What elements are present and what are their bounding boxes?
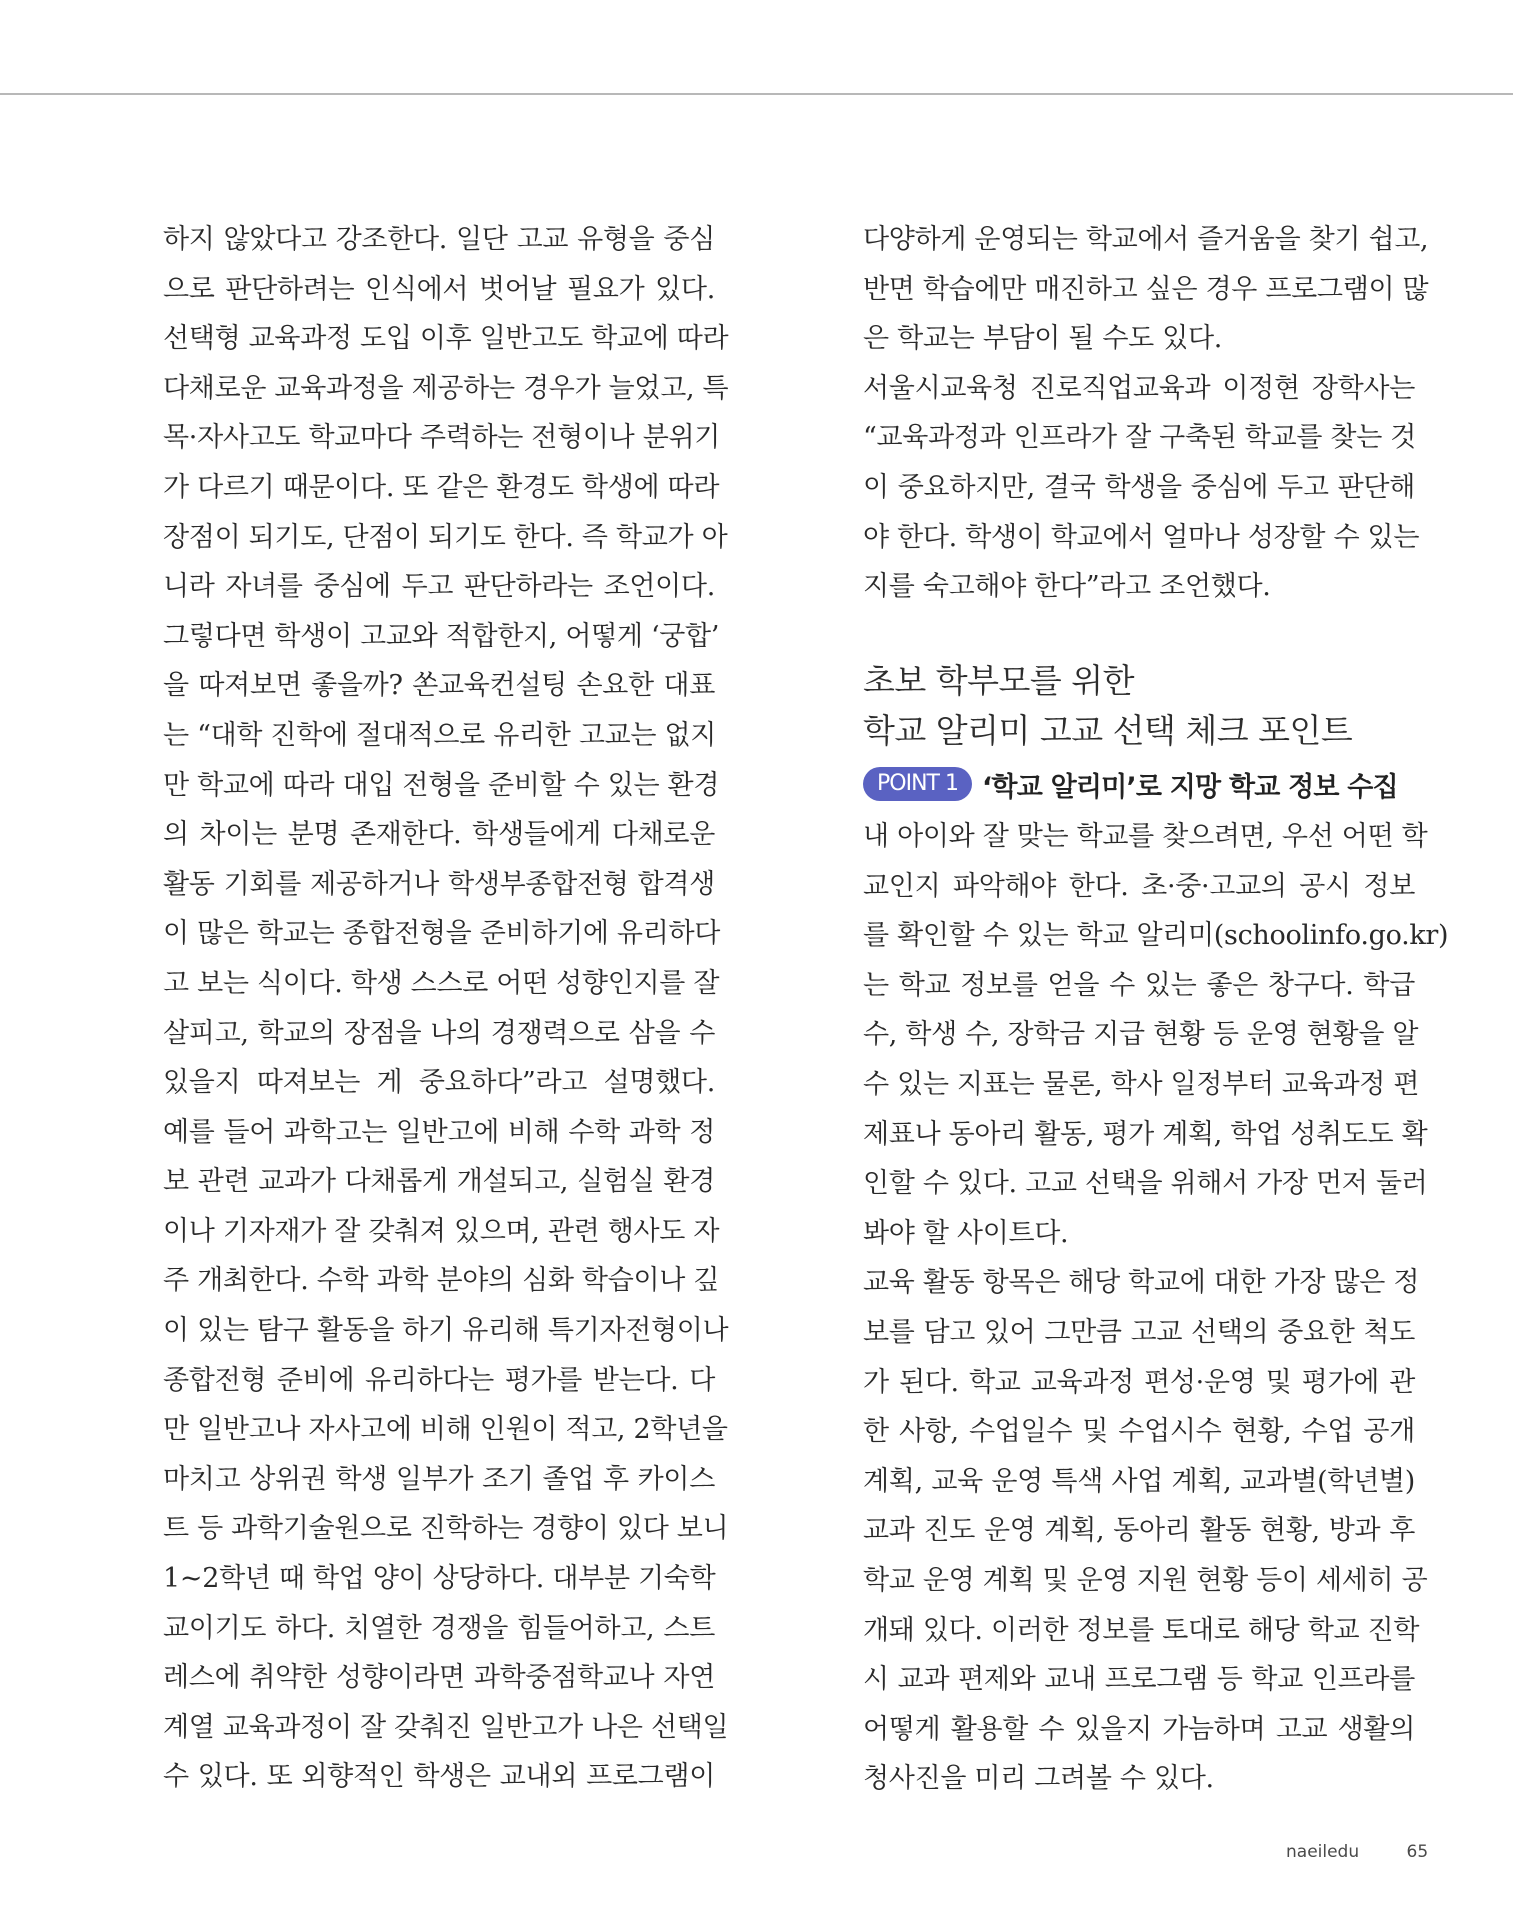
left-column bbox=[163, 215, 729, 1802]
text-line: 수 있는 지표는 물론, 학사 일정부터 교육과정 편 bbox=[863, 1068, 1420, 1100]
text-line: 다양하게 운영되는 학교에서 즐거움을 찾기 쉽고, bbox=[863, 224, 1429, 255]
text-line: 시 교과 편제와 교내 프로그램 등 학교 인프라를 bbox=[863, 1664, 1415, 1696]
section-title-line2: 학교 알리미 고교 선택 체크 포인트 bbox=[863, 711, 1353, 750]
magazine-name: naeiledu bbox=[1286, 1842, 1360, 1862]
text-line: 이 많은 학교는 종합전형을 준비하기에 유리하다 bbox=[163, 918, 721, 950]
text-line: 지를 숙고해야 한다”라고 조언했다. bbox=[863, 571, 1271, 603]
text-line: 야 한다. 학생이 학교에서 얼마나 성장할 수 있는 bbox=[863, 521, 1420, 553]
text-line: 계열 교육과정이 잘 갖춰진 일반고가 나은 선택일 bbox=[163, 1711, 729, 1743]
text-line: 어떻게 활용할 수 있을지 가늠하며 고교 생활의 bbox=[863, 1713, 1415, 1745]
text-line: 은 학교는 부담이 될 수도 있다. bbox=[863, 323, 1223, 355]
text-line: 청사진을 미리 그려볼 수 있다. bbox=[863, 1763, 1214, 1795]
right-column-top bbox=[863, 215, 1429, 612]
text-line: 살피고, 학교의 장점을 나의 경쟁력으로 삼을 수 bbox=[163, 1017, 715, 1049]
text-line: 1~2학년 때 학업 양이 상당하다. 대부분 기숙학 bbox=[163, 1563, 716, 1595]
text-line: 있을지 따져보는 게 중요하다”라고 설명했다. bbox=[163, 1067, 715, 1099]
text-line: 한 사항, 수업일수 및 수업시수 현황, 수업 공개 bbox=[863, 1416, 1415, 1448]
text-line: 선택형 교육과정 도입 이후 일반고도 학교에 따라 bbox=[163, 323, 729, 355]
text-line: 교과 진도 운영 계획, 동아리 활동 현황, 방과 후 bbox=[863, 1515, 1415, 1547]
text-line: 의 차이는 분명 존재한다. 학생들에게 다채로운 bbox=[163, 819, 715, 851]
text-line: 이 중요하지만, 결국 학생을 중심에 두고 판단해 bbox=[863, 471, 1415, 503]
text-line: 트 등 과학기술원으로 진학하는 경향이 있다 보니 bbox=[163, 1513, 729, 1545]
text-line: 만 일반고나 자사고에 비해 인원이 적고, 2학년을 bbox=[163, 1414, 728, 1446]
text-line: 레스에 취약한 성향이라면 과학중점학교나 자연 bbox=[163, 1662, 715, 1694]
check-point-section bbox=[863, 656, 1423, 810]
text-line: 는 학교 정보를 얻을 수 있는 좋은 창구다. 학급 bbox=[863, 969, 1415, 1001]
text-line: 개돼 있다. 이러한 정보를 토대로 해당 학교 진학 bbox=[863, 1614, 1420, 1646]
text-line: 목·자사고도 학교마다 주력하는 전형이나 분위기 bbox=[163, 422, 721, 454]
text-line: 보를 담고 있어 그만큼 고교 선택의 중요한 척도 bbox=[863, 1316, 1415, 1348]
text-line: 으로 판단하려는 인식에서 벗어날 필요가 있다. bbox=[163, 273, 715, 305]
text-line: 을 따져보면 좋을까? 쏜교육컨설팅 손요한 대표 bbox=[163, 670, 715, 702]
page-number: 65 bbox=[1406, 1842, 1429, 1862]
text-line: 다채로운 교육과정을 제공하는 경우가 늘었고, 특 bbox=[163, 372, 729, 404]
text-line: 학교 운영 계획 및 운영 지원 현황 등이 세세히 공 bbox=[863, 1564, 1428, 1596]
text-line: 수, 학생 수, 장학금 지급 현황 등 운영 현황을 알 bbox=[863, 1019, 1419, 1051]
point-badge: POINT 1 bbox=[863, 767, 972, 801]
text-line: 수 있다. 또 외향적인 학생은 교내외 프로그램이 bbox=[163, 1761, 715, 1793]
text-line: 는 “대학 진학에 절대적으로 유리한 고교는 없지 bbox=[163, 719, 717, 751]
text-line: 제표나 동아리 활동, 평가 계획, 학업 성취도도 확 bbox=[863, 1118, 1428, 1150]
text-line: 내 아이와 잘 맞는 학교를 찾으려면, 우선 어떤 학 bbox=[863, 821, 1428, 852]
text-line: 장점이 되기도, 단점이 되기도 한다. 즉 학교가 아 bbox=[163, 521, 728, 553]
text-line: 이나 기자재가 잘 갖춰져 있으며, 관련 행사도 자 bbox=[163, 1215, 720, 1247]
page-footer bbox=[1286, 1842, 1428, 1862]
text-line: 활동 기회를 제공하거나 학생부종합전형 합격생 bbox=[163, 868, 715, 900]
text-line: 고 보는 식이다. 학생 스스로 어떤 성향인지를 잘 bbox=[163, 967, 720, 999]
text-line: 보 관련 교과가 다채롭게 개설되고, 실험실 환경 bbox=[163, 1166, 715, 1198]
text-line: 가 다르기 때문이다. 또 같은 환경도 학생에 따라 bbox=[163, 471, 720, 503]
right-column-bottom bbox=[863, 812, 1449, 1804]
text-line: 이 있는 탐구 활동을 하기 유리해 특기자전형이나 bbox=[163, 1315, 729, 1347]
text-line: 반면 학습에만 매진하고 싶은 경우 프로그램이 많 bbox=[863, 273, 1429, 305]
text-line: 종합전형 준비에 유리하다는 평가를 받는다. 다 bbox=[163, 1364, 715, 1396]
text-line: 마치고 상위권 학생 일부가 조기 졸업 후 카이스 bbox=[163, 1463, 715, 1495]
text-line: 계획, 교육 운영 특색 사업 계획, 교과별(학년별) bbox=[863, 1465, 1415, 1497]
text-line: 가 된다. 학교 교육과정 편성·운영 및 평가에 관 bbox=[863, 1366, 1415, 1398]
text-line: “교육과정과 인프라가 잘 구축된 학교를 찾는 것 bbox=[863, 422, 1417, 454]
text-line: 인할 수 있다. 고교 선택을 위해서 가장 먼저 둘러 bbox=[863, 1168, 1428, 1200]
text-line: 예를 들어 과학고는 일반고에 비해 수학 과학 정 bbox=[163, 1116, 715, 1148]
section-title-line1: 초보 학부모를 위한 bbox=[863, 661, 1135, 700]
text-line: 교인지 파악해야 한다. 초·중·고교의 공시 정보 bbox=[863, 870, 1415, 902]
text-line: 를 확인할 수 있는 학교 알리미(schoolinfo.go.kr) bbox=[863, 920, 1449, 952]
point-heading bbox=[863, 758, 1423, 810]
text-line: 봐야 할 사이트다. bbox=[863, 1217, 1069, 1249]
text-line: 그렇다면 학생이 고교와 적합한지, 어떻게 ‘궁합’ bbox=[163, 620, 720, 652]
text-line: 하지 않았다고 강조한다. 일단 고교 유형을 중심 bbox=[163, 224, 715, 255]
text-line: 교육 활동 항목은 해당 학교에 대한 가장 많은 정 bbox=[863, 1267, 1420, 1299]
text-line: 교이기도 하다. 치열한 경쟁을 힘들어하고, 스트 bbox=[163, 1612, 715, 1644]
text-line: 서울시교육청 진로직업교육과 이정현 장학사는 bbox=[863, 372, 1415, 404]
text-line: 주 개최한다. 수학 과학 분야의 심화 학습이나 깊 bbox=[163, 1265, 720, 1297]
top-divider bbox=[0, 93, 1513, 95]
point-title: ‘학교 알리미’로 지망 학교 정보 수집 bbox=[981, 771, 1398, 803]
text-line: 만 학교에 따라 대입 전형을 준비할 수 있는 환경 bbox=[163, 769, 720, 801]
text-line: 니라 자녀를 중심에 두고 판단하라는 조언이다. bbox=[163, 571, 715, 603]
